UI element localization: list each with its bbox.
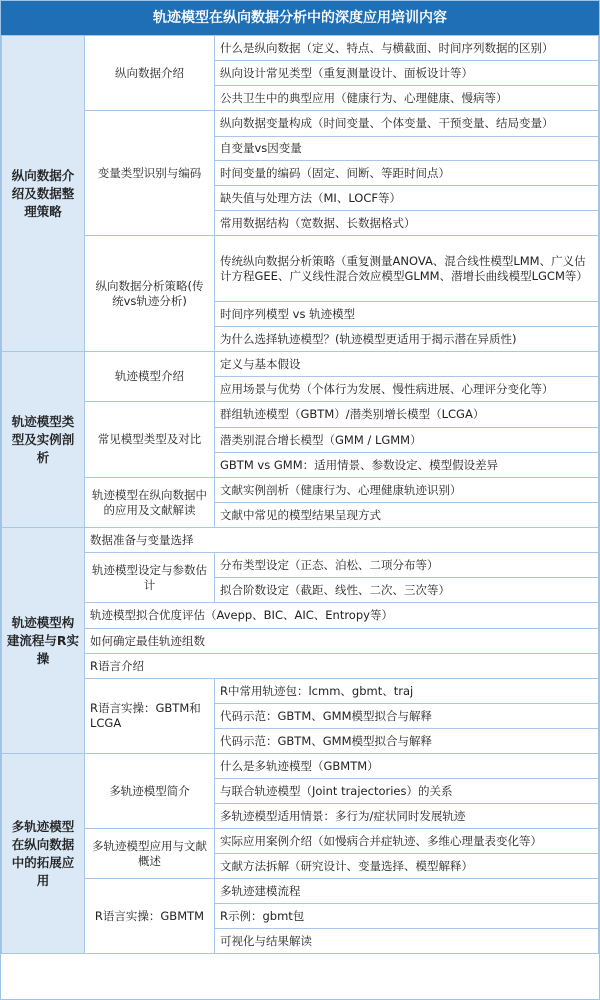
group-label: 轨迹模型拟合优度评估（Avepp、BIC、AIC、Entropy等）: [85, 603, 599, 629]
content-table: [1, 35, 599, 954]
group-label: 变量类型识别与编码: [85, 111, 215, 236]
section-label: 多轨迹模型在纵向数据中的拓展应用: [2, 754, 85, 954]
list-item: R示例：gbmt包: [215, 904, 599, 929]
group-label: 常见模型类型及对比: [85, 402, 215, 478]
list-item: 缺失值与处理方法（MI、LOCF等）: [215, 186, 599, 211]
list-item: 文献中常见的模型结果呈现方式: [215, 503, 599, 528]
table-row: [2, 754, 599, 779]
list-item: 文献实例剖析（健康行为、心理健康轨迹识别）: [215, 478, 599, 503]
table-row: [2, 879, 599, 904]
group-label: 数据准备与变量选择: [85, 528, 599, 553]
list-item: 常用数据结构（宽数据、长数据格式）: [215, 211, 599, 236]
list-item: 传统纵向数据分析策略（重复测量ANOVA、混合线性模型LMM、广义估计方程GEE、广义线性混合效应模型GLMM、潜增长曲线模型LGCM等）: [215, 236, 599, 302]
group-label: 多轨迹模型应用与文献概述: [85, 829, 215, 879]
list-item: 拟合阶数设定（截距、线性、二次、三次等）: [215, 578, 599, 603]
list-item: 时间变量的编码（固定、间断、等距时间点）: [215, 161, 599, 186]
list-item: 可视化与结果解读: [215, 929, 599, 954]
list-item: 纵向设计常见类型（重复测量设计、面板设计等）: [215, 61, 599, 86]
list-item: 文献方法拆解（研究设计、变量选择、模型解释）: [215, 854, 599, 879]
list-item: 多轨迹建模流程: [215, 879, 599, 904]
group-label: 轨迹模型介绍: [85, 352, 215, 402]
table-row: [2, 629, 599, 654]
table-row: [2, 352, 599, 377]
table-row: [2, 236, 599, 302]
group-label: 如何确定最佳轨迹组数: [85, 629, 599, 654]
page-title: 轨迹模型在纵向数据分析中的深度应用培训内容: [1, 1, 599, 35]
section-label: 纵向数据介绍及数据整理策略: [2, 36, 85, 352]
list-item: R中常用轨迹包：lcmm、gbmt、traj: [215, 679, 599, 704]
list-item: 潜类别混合增长模型（GMM / LGMM）: [215, 428, 599, 453]
list-item: GBTM vs GMM：适用情景、参数设定、模型假设差异: [215, 453, 599, 478]
group-label: R语言实操：GBTM和LCGA: [85, 679, 215, 754]
list-item: 分布类型设定（正态、泊松、二项分布等）: [215, 553, 599, 578]
group-label: 轨迹模型设定与参数估计: [85, 553, 215, 603]
list-item: 公共卫生中的典型应用（健康行为、心理健康、慢病等）: [215, 86, 599, 111]
list-item: 代码示范：GBTM、GMM模型拟合与解释: [215, 704, 599, 729]
section-label: 轨迹模型类型及实例剖析: [2, 352, 85, 528]
group-label: 轨迹模型在纵向数据中的应用及文献解读: [85, 478, 215, 528]
group-label: R语言介绍: [85, 654, 599, 679]
table-row: [2, 553, 599, 578]
list-item: 实际应用案例介绍（如慢病合并症轨迹、多维心理量表变化等）: [215, 829, 599, 854]
table-row: [2, 829, 599, 854]
list-item: 应用场景与优势（个体行为发展、慢性病进展、心理评分变化等）: [215, 377, 599, 402]
table-row: [2, 528, 599, 553]
list-item: 时间序列模型 vs 轨迹模型: [215, 302, 599, 327]
list-item: 什么是多轨迹模型（GBMTM）: [215, 754, 599, 779]
section-label: 轨迹模型构建流程与R实操: [2, 528, 85, 754]
group-label: 纵向数据分析策略(传统vs轨迹分析): [85, 236, 215, 352]
table-row: [2, 679, 599, 704]
list-item: 什么是纵向数据（定义、特点、与横截面、时间序列数据的区别）: [215, 36, 599, 61]
list-item: 群组轨迹模型（GBTM）/潜类别增长模型（LCGA）: [215, 402, 599, 428]
table-row: [2, 603, 599, 629]
table-row: [2, 654, 599, 679]
table-row: [2, 402, 599, 428]
list-item: 定义与基本假设: [215, 352, 599, 377]
table-row: [2, 36, 599, 61]
list-item: 为什么选择轨迹模型？(轨迹模型更适用于揭示潜在异质性): [215, 327, 599, 352]
list-item: 多轨迹模型适用情景：多行为/症状同时发展轨迹: [215, 804, 599, 829]
list-item: 自变量vs因变量: [215, 137, 599, 161]
group-label: 纵向数据介绍: [85, 36, 215, 111]
list-item: 代码示范：GBTM、GMM模型拟合与解释: [215, 729, 599, 754]
table-row: [2, 478, 599, 503]
group-label: 多轨迹模型简介: [85, 754, 215, 829]
list-item: 与联合轨迹模型（Joint trajectories）的关系: [215, 779, 599, 804]
group-label: R语言实操：GBMTM: [85, 879, 215, 954]
list-item: 纵向数据变量构成（时间变量、个体变量、干预变量、结局变量）: [215, 111, 599, 137]
table-row: [2, 111, 599, 137]
